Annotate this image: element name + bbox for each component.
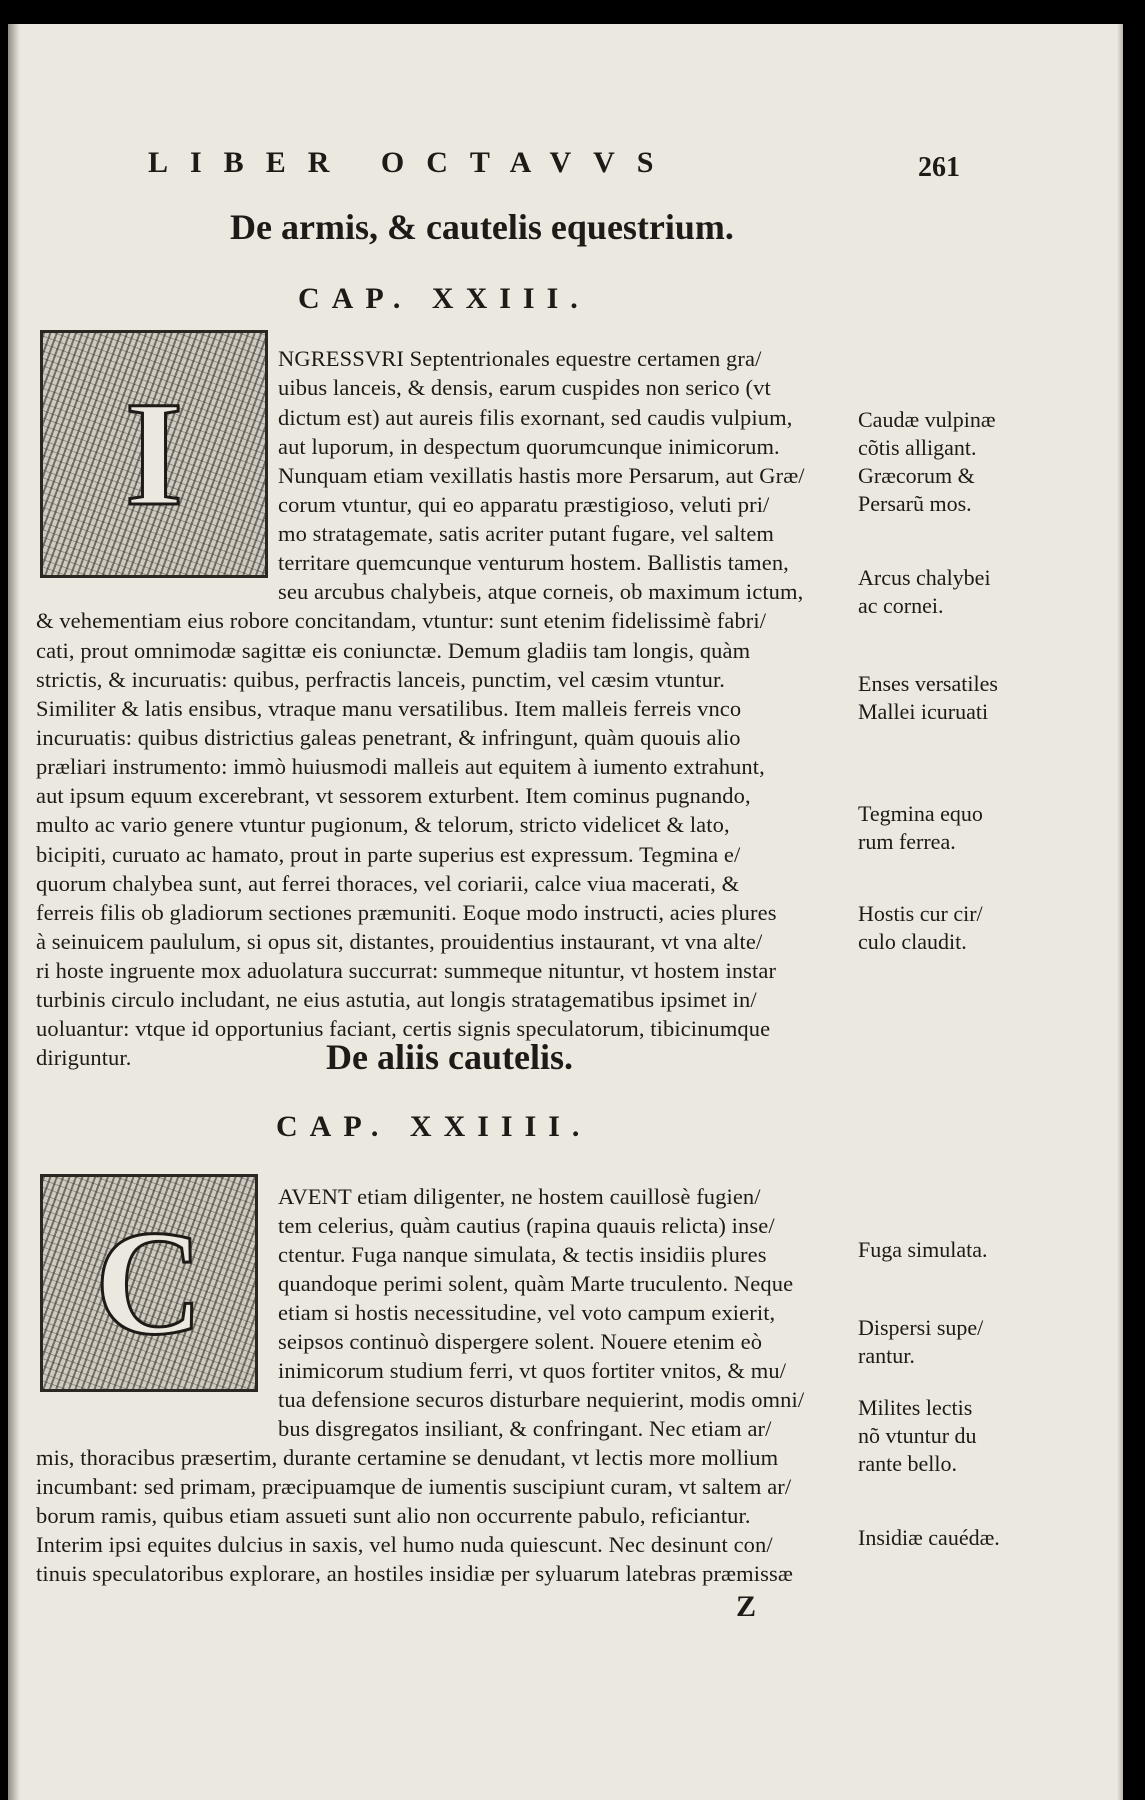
text-line: aut ipsum equum excerebrant, vt sessorem exturbent. Item cominus pugnando, [36,783,751,808]
margin-note: Caudæ vulpinæ cõtis alligant. Græcorum & Persarũ mos. [858,407,996,516]
margin-note: Insidiæ cauédæ. [858,1525,1000,1550]
text-line: ferreis filis ob gladiorum sectiones præmuniti. Eoque modo instructi, acies plures [36,900,777,925]
margin-note: Arcus chalybei ac cornei. [858,565,991,618]
text-line: etiam si hostis necessitudine, vel voto campum exierit, [278,1300,776,1325]
text-line: incuruatis: quibus districtius galeas penetrant, & infringunt, quàm quouis alio [36,725,741,750]
text-line: strictis, & incuruatis: quibus, perfractis lanceis, punctim, vel cæsim vtuntur. [36,667,726,692]
text-line: ctentur. Fuga nanque simulata, & tectis insidiis plures [278,1242,767,1267]
text-line: inimicorum studium ferri, vt quos fortiter vnitos, & mu/ [278,1358,787,1383]
text-line: seu arcubus chalybeis, atque corneis, ob maximum ictum, [278,579,804,604]
text-line: tua defensione securos disturbare nequierint, modis omni/ [278,1387,805,1412]
text-line: territare quemcunque venturum hostem. Ballistis tamen, [278,550,789,575]
chapter-23-number: CAP. XXIII. [298,282,590,315]
signature-mark: Z [736,1590,757,1623]
text-line: Similiter & latis ensibus, vtraque manu versatilibus. Item malleis ferreis vnco [36,696,742,721]
text-line: dictum est) aut aureis filis exornant, sed caudis vulpium, [278,405,793,430]
text-line: quorum chalybea sunt, aut ferrei thoraces, vel coriarii, calce viua macerati, & [36,871,740,896]
book-page [8,24,1123,1800]
running-head: LIBER OCTAVVS [148,146,676,179]
text-line: tinuis speculatoribus explorare, an hostiles insidiæ per syluarum latebras præmissæ [36,1561,793,1586]
text-line: præliari instrumento: immò huiusmodi malleis aut equitem à iumento extrahunt, [36,754,765,779]
text-line: à seinuicem paululum, si opus sit, distantes, prouidentius instaurant, vt vna alte/ [36,929,763,954]
initial-letter-c: C [94,1200,204,1366]
text-line: uoluantur: vtque id opportunius faciant, certis signis speculatorum, tibicinumque [36,1016,771,1041]
margin-note: Tegmina equo rum ferrea. [858,801,983,854]
text-line: turbinis circulo includant, ne eius astutia, aut longis stratagematibus ipsimet in/ [36,987,757,1012]
page-binding-edge [8,24,20,1800]
text-line: & vehementiam eius robore concitandam, vtuntur: sunt etenim fidelissimè fabri/ [36,608,767,633]
text-line: bus disgregatos insiliant, & confringant. Nec etiam ar/ [278,1416,772,1441]
chapter-24-number: CAP. XXIIII. [276,1110,592,1143]
text-line: corum vtuntur, qui eo apparatu præstigioso, veluti pri/ [278,492,770,517]
text-line: aut luporum, in despectum quorumcunque inimicorum. [278,434,780,459]
text-line: uibus lanceis, & densis, earum cuspides non serico (vt [278,375,771,400]
text-line: Interim ipsi equites dulcius in saxis, vel humo nuda quiescunt. Nec desinunt con/ [36,1532,773,1557]
chapter-24-title: De aliis cautelis. [326,1037,573,1077]
text-line: diriguntur. [36,1045,132,1070]
text-line: NGRESSVRI Septentrionales equestre certamen gra/ [278,346,762,371]
woodcut-initial-i-image [40,330,268,578]
text-line: tem celerius, quàm cautius (rapina quauis relicta) inse/ [278,1213,775,1238]
text-line: quandoque perimi solent, quàm Marte truculento. Neque [278,1271,794,1296]
text-line: Nunquam etiam vexillatis hastis more Persarum, aut Græ/ [278,463,805,488]
woodcut-initial-c-image [40,1174,258,1392]
chapter-23-title: De armis, & cautelis equestrium. [230,207,734,247]
folio-number: 261 [918,152,960,183]
margin-note: Dispersi supe/ rantur. [858,1315,984,1368]
text-line: mo stratagemate, satis acriter putant fugare, vel saltem [278,521,775,546]
margin-note: Enses versatiles Mallei icuruati [858,671,998,724]
text-line: bicipiti, curuato ac hamato, prout in parte superius est expressum. Tegmina e/ [36,842,741,867]
text-line: cati, prout omnimodæ sagittæ eis coniunctæ. Demum gladiis tam longis, quàm [36,638,751,663]
text-line: multo ac vario genere vtuntur pugionum, & telorum, stricto videlicet & lato, [36,812,730,837]
text-line: mis, thoracibus præsertim, durante certamine se denudant, vt lectis more mollium [36,1445,779,1470]
margin-note: Fuga simulata. [858,1237,988,1262]
margin-note: Milites lectis nõ vtuntur du rante bello. [858,1395,977,1476]
text-line: seipsos continuò dispergere solent. Nouere etenim eò [278,1329,763,1354]
text-line: borum ramis, quibus etiam assueti sunt alio non occurrente pabulo, reficiantur. [36,1503,751,1528]
page-right-edge [1117,24,1123,1800]
text-line: ri hoste ingruente mox aduolatura succurrat: summeque nituntur, vt hostem instar [36,958,777,983]
initial-letter-i: I [124,371,184,537]
text-line: incumbant: sed primam, præcipuamque de iumentis suscipiunt curam, vt saltem ar/ [36,1474,792,1499]
text-line: AVENT etiam diligenter, ne hostem cauillosè fugien/ [278,1184,761,1209]
margin-note: Hostis cur cir/ culo claudit. [858,901,983,954]
